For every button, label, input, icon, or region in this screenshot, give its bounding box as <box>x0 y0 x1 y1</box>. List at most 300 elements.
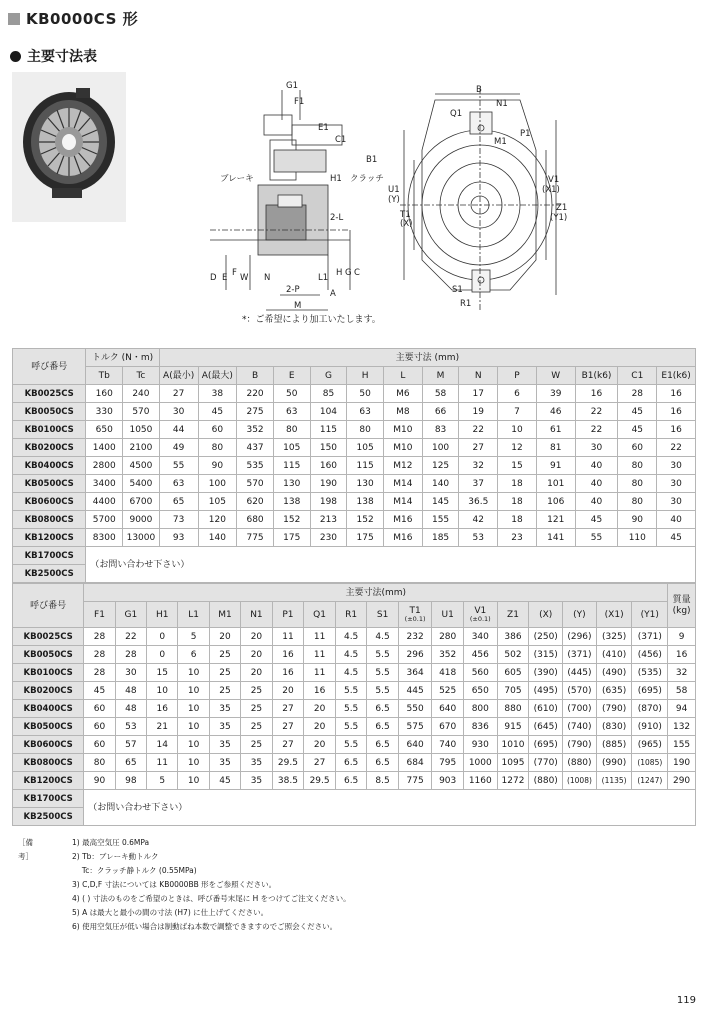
data-cell: 20 <box>304 718 336 736</box>
dimension-drawing <box>190 80 570 330</box>
data-cell: 16 <box>657 385 696 403</box>
data-cell: 5.5 <box>335 682 366 700</box>
table-row <box>13 754 696 772</box>
data-cell: 80 <box>273 421 310 439</box>
data-cell: 130 <box>347 475 384 493</box>
data-cell: 44 <box>159 421 198 439</box>
data-cell: 5 <box>178 628 209 646</box>
data-cell: 198 <box>310 493 347 511</box>
t2-col-12 <box>463 602 497 628</box>
table-row <box>13 772 696 790</box>
data-cell: 50 <box>347 385 384 403</box>
table-row <box>13 700 696 718</box>
data-cell: 16 <box>657 403 696 421</box>
data-cell: 25 <box>241 718 272 736</box>
data-cell: 296 <box>398 646 432 664</box>
model-cell: KB0800CS <box>13 754 84 772</box>
data-cell: 65 <box>159 493 198 511</box>
data-cell: 27 <box>272 700 304 718</box>
data-cell: 53 <box>115 718 146 736</box>
remark-item: 3) C,D,F 寸法については KB0000BB 形をご参照ください。 <box>72 880 277 889</box>
data-cell: 141 <box>536 529 575 547</box>
model-cell: KB1200CS <box>13 772 84 790</box>
data-cell: 11 <box>304 664 336 682</box>
data-cell: 18 <box>498 511 537 529</box>
drawing-svg <box>190 80 570 330</box>
model-cell: KB0600CS <box>13 493 86 511</box>
data-cell: 57 <box>115 736 146 754</box>
data-cell: 16 <box>668 646 696 664</box>
t2-col-label-15: (Y) <box>573 609 586 620</box>
data-cell: 836 <box>463 718 497 736</box>
t2-col-label-1: G1 <box>124 609 138 620</box>
data-cell: 80 <box>347 421 384 439</box>
data-cell: 27 <box>304 754 336 772</box>
data-cell: 105 <box>273 439 310 457</box>
data-cell: 445 <box>398 682 432 700</box>
data-cell: 2800 <box>86 457 123 475</box>
label-f: F <box>232 268 237 278</box>
data-cell: 63 <box>273 403 310 421</box>
t2-col-label-9: S1 <box>376 609 389 620</box>
model-cell: KB0050CS <box>13 403 86 421</box>
data-cell: (645) <box>529 718 563 736</box>
label-x: (X) <box>400 219 413 229</box>
data-cell: (490) <box>596 664 632 682</box>
label-p1: P1 <box>520 129 531 139</box>
data-cell: 58 <box>422 385 459 403</box>
t2-col-9 <box>367 602 398 628</box>
data-cell: (700) <box>563 700 597 718</box>
label-m1: M1 <box>494 137 507 147</box>
data-cell: 0 <box>147 646 178 664</box>
data-cell: 11 <box>304 628 336 646</box>
data-cell: 903 <box>432 772 464 790</box>
data-cell: 152 <box>273 511 310 529</box>
model-cell: KB0100CS <box>13 421 86 439</box>
model-cell: KB0100CS <box>13 664 84 682</box>
data-cell: 22 <box>459 421 498 439</box>
label-n: N <box>264 273 271 283</box>
data-cell: 39 <box>536 385 575 403</box>
data-cell: 35 <box>209 736 240 754</box>
bullet-icon <box>10 51 21 62</box>
data-cell: 27 <box>272 718 304 736</box>
t2-col-1 <box>115 602 146 628</box>
data-cell: 10 <box>498 421 537 439</box>
data-cell: 190 <box>310 475 347 493</box>
label-b1: B1 <box>366 155 378 165</box>
remarks-list <box>72 836 572 934</box>
table-row <box>13 736 696 754</box>
data-cell: 5.5 <box>367 646 398 664</box>
data-cell: 3400 <box>86 475 123 493</box>
data-cell: (1135) <box>596 772 632 790</box>
label-w: W <box>240 273 249 283</box>
data-cell: 5.5 <box>335 700 366 718</box>
data-cell: 28 <box>84 628 115 646</box>
t2-model-header: 呼び番号 <box>13 584 84 628</box>
t2-col-11 <box>432 602 464 628</box>
table-row <box>13 439 696 457</box>
label-f1: F1 <box>294 97 305 107</box>
model-cell: KB0050CS <box>13 646 84 664</box>
data-cell: 32 <box>459 457 498 475</box>
data-cell: (990) <box>596 754 632 772</box>
t1-col-0: Tb <box>86 367 123 385</box>
data-cell: 570 <box>237 475 274 493</box>
data-cell: (456) <box>632 646 668 664</box>
remark-item: 5) A は最大と最小の間の寸法 (H7) に仕上げてください。 <box>72 908 269 917</box>
data-cell: 16 <box>272 664 304 682</box>
data-cell: 40 <box>575 457 618 475</box>
inquiry-note: （お問い合わせ下さい） <box>86 547 696 583</box>
data-cell: (445) <box>563 664 597 682</box>
data-cell: 16 <box>272 646 304 664</box>
data-cell: 30 <box>575 439 618 457</box>
data-cell: 17 <box>459 385 498 403</box>
data-cell: 0 <box>147 628 178 646</box>
t2-col-label-10: T1 <box>409 606 421 616</box>
data-cell: M10 <box>383 421 422 439</box>
t2-col-label-12: V1 <box>474 606 487 616</box>
t1-col-12: W <box>536 367 575 385</box>
label-c1: C1 <box>335 135 347 145</box>
remarks-label: ［備考］ <box>18 838 33 861</box>
data-cell: (770) <box>529 754 563 772</box>
data-cell: 22 <box>657 439 696 457</box>
data-cell: (1008) <box>563 772 597 790</box>
data-cell: 30 <box>657 457 696 475</box>
table-row <box>13 646 696 664</box>
data-cell: 28 <box>618 385 657 403</box>
data-cell: 30 <box>657 475 696 493</box>
t2-col-10 <box>398 602 432 628</box>
data-cell: 795 <box>432 754 464 772</box>
data-cell: 4.5 <box>335 664 366 682</box>
data-cell: (325) <box>596 628 632 646</box>
data-cell: 150 <box>310 439 347 457</box>
label-brake: ブレーキ <box>220 174 254 184</box>
data-cell: 63 <box>159 475 198 493</box>
data-cell: 20 <box>304 700 336 718</box>
data-cell: 230 <box>310 529 347 547</box>
inquiry-note: （お問い合わせ下さい） <box>84 790 696 826</box>
data-cell: 25 <box>241 682 272 700</box>
data-cell: 100 <box>198 475 237 493</box>
model-cell: KB0600CS <box>13 736 84 754</box>
header-square-icon <box>8 13 20 25</box>
t2-col-8 <box>335 602 366 628</box>
data-cell: M16 <box>383 529 422 547</box>
data-cell: (371) <box>563 646 597 664</box>
label-c: C <box>354 268 360 278</box>
data-cell: 535 <box>237 457 274 475</box>
data-cell: M8 <box>383 403 422 421</box>
data-cell: 110 <box>618 529 657 547</box>
table-row <box>13 403 696 421</box>
data-cell: 101 <box>536 475 575 493</box>
data-cell: 330 <box>86 403 123 421</box>
data-cell: 91 <box>536 457 575 475</box>
data-cell: 10 <box>178 682 209 700</box>
data-cell: 130 <box>273 475 310 493</box>
label-m: M <box>294 301 302 311</box>
data-cell: 1272 <box>497 772 529 790</box>
data-cell: 775 <box>398 772 432 790</box>
table-row <box>13 664 696 682</box>
data-cell: 650 <box>86 421 123 439</box>
data-cell: 10 <box>178 718 209 736</box>
data-cell: 5 <box>147 772 178 790</box>
dimension-table-2 <box>12 583 696 826</box>
label-t1: T1 <box>400 210 411 220</box>
data-cell: 880 <box>497 700 529 718</box>
data-cell: 16 <box>147 700 178 718</box>
data-cell: 5.5 <box>335 718 366 736</box>
data-cell: 6.5 <box>367 754 398 772</box>
data-cell: M10 <box>383 439 422 457</box>
data-cell: 2100 <box>123 439 160 457</box>
data-cell: 20 <box>241 646 272 664</box>
data-cell: 4.5 <box>335 646 366 664</box>
data-cell: 1160 <box>463 772 497 790</box>
t2-col-label-8: R1 <box>345 609 358 620</box>
data-cell: 45 <box>618 421 657 439</box>
model-cell: KB0200CS <box>13 682 84 700</box>
data-cell: 38.5 <box>272 772 304 790</box>
data-cell: 36.5 <box>459 493 498 511</box>
data-cell: 240 <box>123 385 160 403</box>
table-row <box>13 421 696 439</box>
data-cell: 106 <box>536 493 575 511</box>
data-cell: 10 <box>178 700 209 718</box>
data-cell: (535) <box>632 664 668 682</box>
label-y1: (Y1) <box>550 213 568 223</box>
data-cell: 30 <box>657 493 696 511</box>
data-cell: 213 <box>310 511 347 529</box>
data-cell: 90 <box>618 511 657 529</box>
data-cell: 29.5 <box>272 754 304 772</box>
t2-col-3 <box>178 602 209 628</box>
data-cell: 121 <box>536 511 575 529</box>
data-cell: 155 <box>668 736 696 754</box>
data-cell: M14 <box>383 475 422 493</box>
data-cell: 40 <box>657 511 696 529</box>
data-cell: 352 <box>432 646 464 664</box>
data-cell: 8.5 <box>367 772 398 790</box>
model-cell: KB0200CS <box>13 439 86 457</box>
data-cell: (695) <box>529 736 563 754</box>
data-cell: 5.5 <box>367 682 398 700</box>
data-cell: 640 <box>432 700 464 718</box>
t1-col-8: L <box>383 367 422 385</box>
data-cell: 670 <box>432 718 464 736</box>
label-b: B <box>476 85 482 95</box>
t2-col-label-7: Q1 <box>313 609 326 620</box>
data-cell: 6.5 <box>367 718 398 736</box>
data-cell: 35 <box>241 772 272 790</box>
data-cell: 58 <box>668 682 696 700</box>
data-cell: 53 <box>459 529 498 547</box>
data-cell: 48 <box>115 700 146 718</box>
label-x1: (X1) <box>542 185 560 195</box>
data-cell: 37 <box>459 475 498 493</box>
data-cell: 140 <box>198 529 237 547</box>
data-cell: 22 <box>575 421 618 439</box>
data-cell: M14 <box>383 493 422 511</box>
data-cell: 80 <box>198 439 237 457</box>
data-cell: 418 <box>432 664 464 682</box>
data-cell: 25 <box>241 700 272 718</box>
data-cell: 11 <box>147 754 178 772</box>
table-row <box>13 628 696 646</box>
data-cell: 16 <box>304 682 336 700</box>
data-cell: (371) <box>632 628 668 646</box>
data-cell: 575 <box>398 718 432 736</box>
data-cell: 55 <box>159 457 198 475</box>
t1-col-4: B <box>237 367 274 385</box>
data-cell: 25 <box>209 646 240 664</box>
data-cell: 90 <box>84 772 115 790</box>
data-cell: 6.5 <box>335 772 366 790</box>
data-cell: 28 <box>84 646 115 664</box>
data-cell: 85 <box>310 385 347 403</box>
t1-col-7: H <box>347 367 384 385</box>
label-z1: Z1 <box>556 203 568 213</box>
data-cell: (1085) <box>632 754 668 772</box>
data-cell: 9 <box>668 628 696 646</box>
data-cell: 4400 <box>86 493 123 511</box>
t2-col-label-17: (Y1) <box>640 609 659 620</box>
data-cell: 16 <box>657 421 696 439</box>
data-cell: 5700 <box>86 511 123 529</box>
page-header <box>8 8 138 29</box>
t1-torque-header: トルク (N・m) <box>86 349 159 367</box>
data-cell: 40 <box>575 493 618 511</box>
t1-model-header: 呼び番号 <box>13 349 86 385</box>
data-cell: (1247) <box>632 772 668 790</box>
model-cell: KB0500CS <box>13 475 86 493</box>
t2-col-label-16: (X1) <box>604 609 624 620</box>
data-cell: 6700 <box>123 493 160 511</box>
data-cell: 27 <box>159 385 198 403</box>
data-cell: 81 <box>536 439 575 457</box>
t2-col-tol-10: (±0.1) <box>404 615 426 623</box>
data-cell: 185 <box>422 529 459 547</box>
table-row <box>13 547 696 565</box>
model-cell: KB1700CS <box>13 547 86 565</box>
data-cell: 290 <box>668 772 696 790</box>
t1-col-3: A(最大) <box>198 367 237 385</box>
data-cell: 1000 <box>463 754 497 772</box>
data-cell: 40 <box>575 475 618 493</box>
data-cell: 21 <box>147 718 178 736</box>
data-cell: 1095 <box>497 754 529 772</box>
table-row <box>13 511 696 529</box>
data-cell: 73 <box>159 511 198 529</box>
data-cell: 175 <box>347 529 384 547</box>
data-cell: 20 <box>241 628 272 646</box>
data-cell: (695) <box>632 682 668 700</box>
data-cell: 18 <box>498 475 537 493</box>
t2-col-tol-12: (±0.1) <box>469 615 491 623</box>
data-cell: 20 <box>241 664 272 682</box>
data-cell: 55 <box>575 529 618 547</box>
data-cell: 175 <box>273 529 310 547</box>
data-cell: 16 <box>575 385 618 403</box>
data-cell: 930 <box>463 736 497 754</box>
data-cell: 28 <box>115 646 146 664</box>
data-cell: 98 <box>115 772 146 790</box>
table-row <box>13 529 696 547</box>
data-cell: 12 <box>498 439 537 457</box>
data-cell: 125 <box>422 457 459 475</box>
data-cell: 560 <box>463 664 497 682</box>
data-cell: 45 <box>198 403 237 421</box>
data-cell: 20 <box>209 628 240 646</box>
data-cell: 22 <box>575 403 618 421</box>
label-d: D <box>210 273 217 283</box>
page-title: KB0000CS 形 <box>26 10 139 28</box>
t1-dims-header: 主要寸法 (mm) <box>159 349 695 367</box>
t1-col-13: B1(k6) <box>575 367 618 385</box>
data-cell: 9000 <box>123 511 160 529</box>
t2-col-7 <box>304 602 336 628</box>
data-cell: 19 <box>459 403 498 421</box>
data-cell: 160 <box>310 457 347 475</box>
label-v1: V1 <box>548 175 560 185</box>
data-cell: 120 <box>198 511 237 529</box>
data-cell: 35 <box>209 700 240 718</box>
data-cell: 35 <box>209 718 240 736</box>
t1-col-9: M <box>422 367 459 385</box>
data-cell: 105 <box>198 493 237 511</box>
data-cell: (296) <box>563 628 597 646</box>
t2-dims-header: 主要寸法(mm) <box>84 584 668 602</box>
data-cell: 100 <box>422 439 459 457</box>
data-cell: 104 <box>310 403 347 421</box>
data-cell: 190 <box>668 754 696 772</box>
data-cell: 80 <box>84 754 115 772</box>
t1-col-14: C1 <box>618 367 657 385</box>
table-row <box>13 385 696 403</box>
data-cell: 32 <box>668 664 696 682</box>
data-cell: 10 <box>178 664 209 682</box>
data-cell: 60 <box>84 700 115 718</box>
data-cell: (910) <box>632 718 668 736</box>
data-cell: 640 <box>398 736 432 754</box>
data-cell: 1050 <box>123 421 160 439</box>
data-cell: 740 <box>432 736 464 754</box>
data-cell: 386 <box>497 628 529 646</box>
data-cell: 60 <box>84 718 115 736</box>
data-cell: 35 <box>241 754 272 772</box>
data-cell: 10 <box>178 772 209 790</box>
data-cell: 15 <box>147 664 178 682</box>
data-cell: 60 <box>84 736 115 754</box>
data-cell: 11 <box>304 646 336 664</box>
label-g: G <box>345 268 352 278</box>
data-cell: M6 <box>383 385 422 403</box>
remark-item: 4) ( ) 寸法のものをご希望のときは、呼び番号末尾に H をつけてご注文ください。 <box>72 894 351 903</box>
data-cell: 60 <box>618 439 657 457</box>
data-cell: 775 <box>237 529 274 547</box>
data-cell: 525 <box>432 682 464 700</box>
data-cell: 27 <box>272 736 304 754</box>
data-cell: 93 <box>159 529 198 547</box>
t2-col-2 <box>147 602 178 628</box>
